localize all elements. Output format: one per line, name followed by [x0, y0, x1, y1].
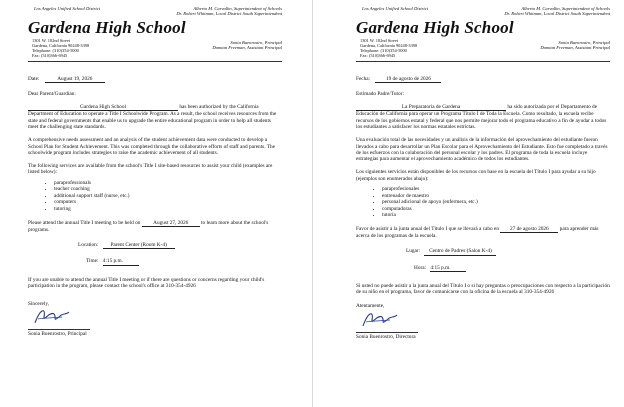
time-label: Time:	[86, 258, 99, 265]
district-officials	[176, 6, 282, 17]
greeting: Dear Parent/Guardian:	[28, 90, 76, 97]
location-label: Lugar:	[406, 248, 421, 255]
letterhead-top	[356, 4, 610, 17]
letterhead-rule	[356, 61, 610, 62]
superintendent: Alberto M. Carvalho, Superintendent of Schools	[521, 6, 610, 11]
signature-image	[356, 310, 416, 332]
p1-body: por el Departamento de Educación de California para operar un Programa Título I de Toda la Escuela. Como resultado, la escuela recibe recursos de los gobiernos estatal y federal que nos permite mejorar todo el programa educativo a fin de ayudar a todos los estudiantes a satisfacer los normas estatales estrictas.	[356, 104, 607, 130]
district-name: Los Angeles Unified School District	[34, 6, 101, 11]
list-item: • entrenador de maestro	[382, 193, 610, 200]
signature-image	[28, 307, 88, 329]
school-name: Gardena High School	[356, 17, 514, 37]
address-phone: Telephone: (310)354-5000	[32, 48, 79, 54]
address-city: Gardena, California 90248-3398	[32, 43, 90, 49]
signature-block	[28, 301, 282, 337]
letterhead-rule	[28, 61, 282, 62]
time-row	[28, 258, 282, 265]
letter-page-english	[0, 0, 296, 407]
meeting-date-field: 27 de agosto 2026	[500, 226, 558, 233]
date-field: August 19, 2026	[45, 76, 105, 83]
signer-name: Sonia Buenrostro, Principal	[28, 331, 87, 338]
paragraph-authorization	[28, 104, 282, 130]
address-fax: Fax: (310)366-6945	[360, 53, 396, 59]
signature-scribble-icon	[360, 308, 400, 330]
paragraph-meeting	[356, 226, 610, 240]
letterhead-top	[28, 4, 282, 17]
p1-body: the California Department of Education to operate a Title I Schoolwide Program. As a result, the school receives resources from the state and federal governments that enable us to upgrade the entire educational program in order to help all students meet the challenging state standards.	[28, 104, 277, 130]
letter-page-spanish	[328, 0, 624, 407]
sign-off: Atentamente,	[356, 303, 385, 310]
list-item: • paraprofessionals	[54, 180, 282, 187]
school-name-field: La Preparatoria de Gardena	[356, 104, 506, 111]
paragraph-authorization	[356, 104, 610, 130]
list-item: • computers	[54, 199, 282, 206]
principal: Sonia Buenrostro, Principal	[558, 39, 610, 45]
address-street: 1301 W. 182nd Street	[32, 37, 71, 43]
list-item: • personal adicional de apoyo (enfermera, etc.)	[382, 199, 610, 206]
address-fax: Fax: (310)366-6945	[32, 53, 68, 59]
school-address	[360, 38, 417, 59]
list-item: • computadoras	[382, 206, 610, 213]
location-label: Location:	[78, 242, 99, 249]
date-label: Date:	[28, 75, 40, 82]
assistant-principal: Damian Freeman, Assistant Principal	[212, 45, 282, 51]
paragraph-services: The following services are available from the school's Title I site-based resources to assist your child (examples are listed below):	[28, 163, 273, 176]
signature-scribble-icon	[32, 305, 72, 327]
meeting-before: Please attend the annual Title I meeting to be held on	[28, 219, 141, 226]
time-field: 4:15 p.m.	[430, 265, 466, 272]
date-label: Fecha:	[356, 75, 371, 82]
services-list	[356, 186, 610, 219]
paragraph-contact	[356, 283, 610, 296]
greeting: Estimado Padre/Tutor:	[356, 90, 404, 97]
school-administrators	[540, 40, 610, 59]
location-field: Centro de Padres (Salon K-4)	[424, 248, 496, 255]
local-superintendent: Dr. Robert Whitman, Local District South Superintendent	[176, 11, 282, 17]
time-field: 4:15 p.m.	[103, 258, 139, 265]
school-administrators	[212, 40, 282, 59]
date-row	[28, 76, 282, 83]
assistant-principal: Damian Freeman, Assistant Principal	[540, 45, 610, 51]
time-label: Hora:	[414, 264, 427, 271]
signature-line	[356, 332, 418, 333]
district-officials	[504, 6, 610, 17]
page-divider	[312, 0, 313, 407]
school-address	[32, 38, 89, 59]
meeting-date-field: August 27, 2026	[142, 220, 200, 227]
location-row	[356, 248, 610, 255]
signer-name: Sonia Buenrostro, Directora	[356, 333, 416, 340]
address-street: 1301 W. 182nd Street	[360, 37, 399, 43]
address-city: Gardena, California 90248-3398	[360, 43, 418, 49]
list-item: • additional support staff (nurse, etc.)	[54, 193, 282, 200]
contact-text: Si usted no puede asistir a la junta anual del Título I o si hay preguntas o preocupaciones con respecto a la participación de su niño en el programa, favor de comunicarse con la oficina de la escuela al	[356, 282, 610, 296]
services-list	[28, 180, 282, 213]
meeting-rest: para aprender más acerca de los programas de la escuela.	[356, 225, 599, 240]
sign-off: Sincerely,	[28, 301, 49, 308]
meeting-before: Favor de asistir a la junta anual del Título I que se llevará a cabo en	[356, 225, 500, 232]
paragraph-meeting	[28, 220, 282, 234]
paragraph-assessment: A comprehensive needs assessment and an analysis of the student achievement data were conducted to develop a School Plan for Student Achievement. This was completed through the collaborative efforts of staff and parents. The schoolwide program includes strategies to raise the academic achievement of all students.	[28, 137, 276, 156]
list-item: • tutoría	[382, 212, 610, 219]
location-field: Parent Center (Room K-4)	[103, 242, 175, 249]
meeting-rest: about the school's programs.	[28, 219, 269, 233]
contact-phone: 310-354-4926	[524, 289, 555, 296]
location-row	[28, 242, 282, 249]
local-superintendent: Dr. Robert Whitman, Local District South Superintendent	[504, 11, 610, 17]
list-item: • teacher coaching	[54, 186, 282, 193]
signature-block	[356, 303, 610, 339]
school-name: Gardena High School	[28, 17, 186, 37]
paragraph-contact	[28, 277, 282, 290]
school-name-field: Gardena High School	[28, 104, 178, 111]
paragraph-services: Los siguientes servicios están disponibles de los recursos con base en la escuela del Título I para ayudar a su hijo (ejemplos son enumerados abajo):	[356, 169, 596, 182]
letterhead-contact	[28, 38, 282, 59]
p1-after: has been authorized by	[179, 104, 229, 111]
contact-text: If you are unable to attend the annual Title I meeting or if there are questions or concerns regarding your child's participation in the program, please contact the school's office at	[28, 276, 265, 289]
address-phone: Telephone: (310)354-5000	[360, 48, 407, 54]
contact-phone: 310-354-4926	[165, 282, 196, 289]
letterhead-contact	[356, 38, 610, 59]
signature-line	[28, 329, 90, 330]
list-item: • tutoring	[54, 206, 282, 213]
meeting-after: to learn more	[201, 219, 230, 226]
superintendent: Alberto M. Carvalho, Superintendent of Schools	[193, 6, 282, 11]
paragraph-assessment: Una evaluación total de las necesidades y un análisis de la información del aprovechamiento del estudiante fueron llevados a cabo para desarrollar un Plan Escolar para el Aprovechamiento del Estudiante. Esto fue completado a través de los esfuerzos con la colaboración del personal escolar y los padres. El programa de toda la escuela incluye estrategias para aumentar el aprovechamiento académico de todos los estudiantes.	[356, 137, 608, 163]
date-field: 19 de agosto de 2026	[375, 76, 441, 83]
principal: Sonia Buenrostro, Principal	[230, 39, 282, 45]
p1-after: ha sido autorizada	[507, 104, 546, 111]
district-name: Los Angeles Unified School District	[362, 6, 429, 11]
date-row	[356, 76, 610, 83]
list-item: • paraprofesionales	[382, 186, 610, 193]
time-row	[356, 265, 610, 272]
